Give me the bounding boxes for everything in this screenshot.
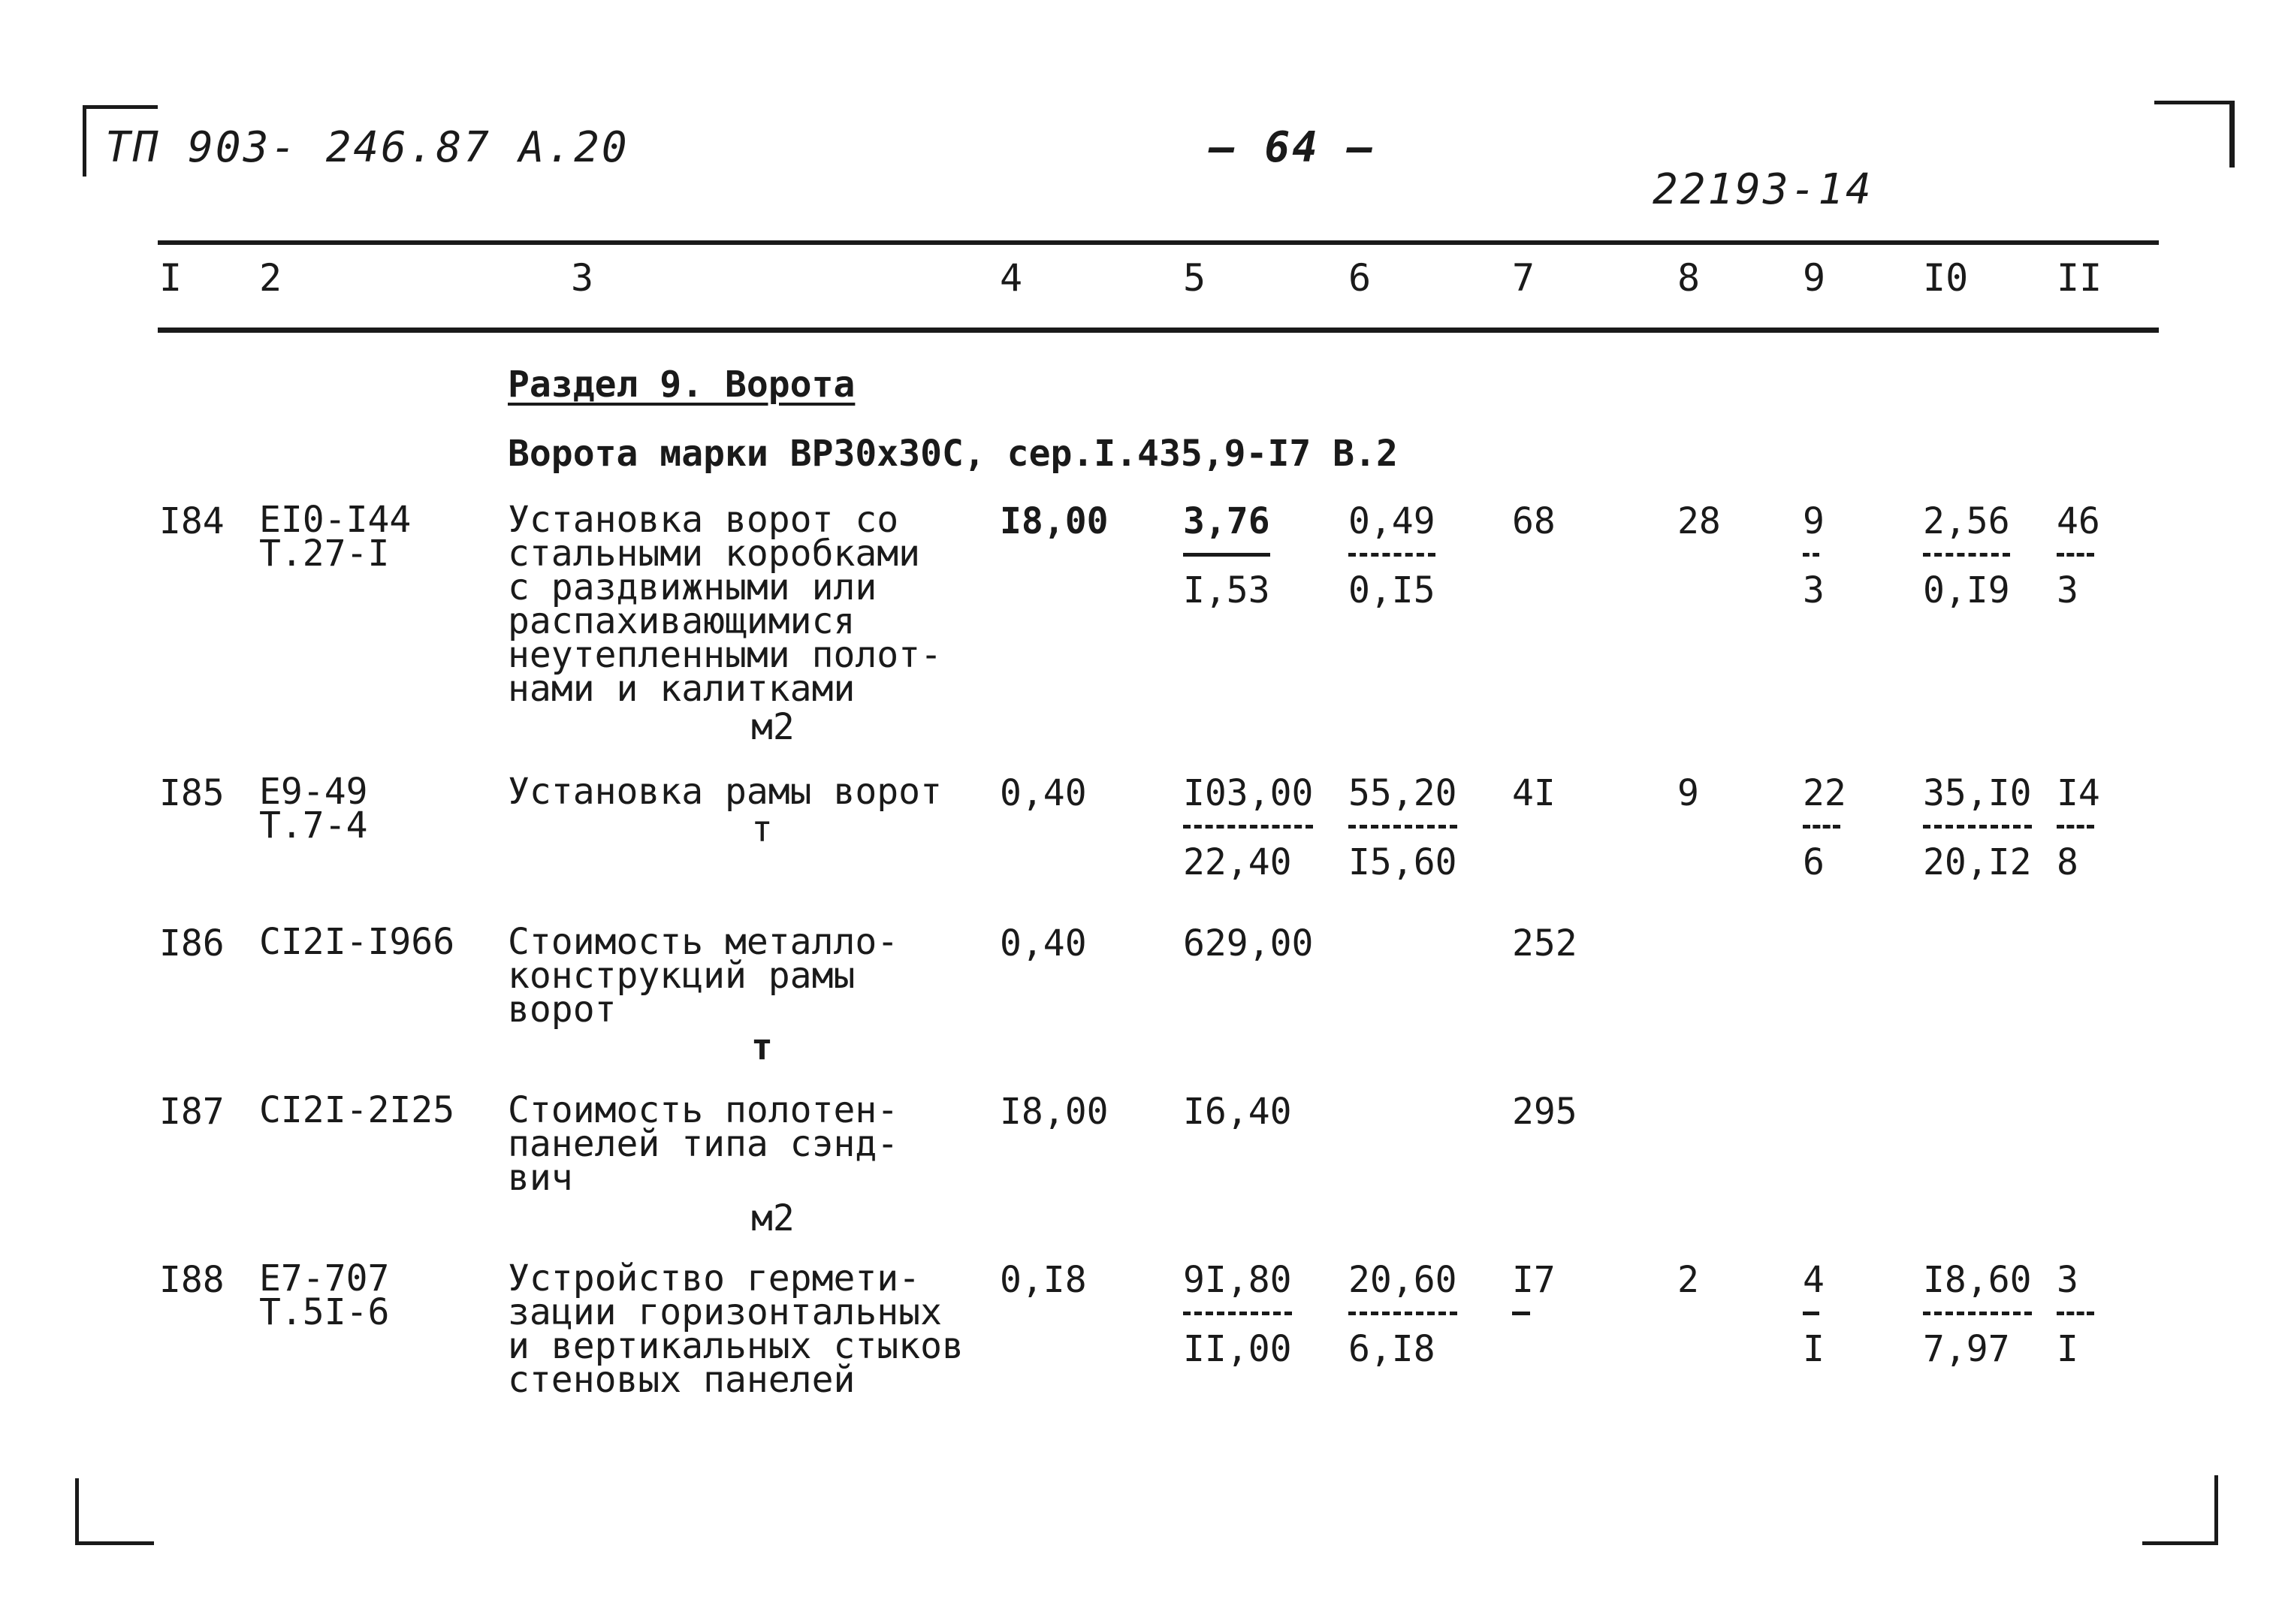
- col10-top: 35,I0: [1923, 772, 2032, 814]
- col9-bottom: 6: [1803, 841, 1825, 883]
- fraction-bar: [1183, 553, 1270, 560]
- col11-top: 3: [2057, 1259, 2078, 1301]
- column-header-7: 7: [1512, 256, 1535, 300]
- work-description: Стоимость металло- конструкций рамы ворот: [508, 921, 899, 1031]
- fraction-bar: [1803, 825, 1840, 832]
- row-number: I85: [159, 772, 225, 814]
- col9-fraction: [1803, 500, 1825, 611]
- work-description: Устройство гермети- зации горизонтальных и вертикальных стыков стеновых панелей: [508, 1257, 964, 1401]
- col9-fraction: [1803, 772, 1846, 883]
- work-description: Стоимость полотен- панелей типа сэнд- вич: [508, 1089, 899, 1199]
- column-header-11: II: [2057, 256, 2102, 300]
- col5-bottom: 22,40: [1183, 841, 1292, 883]
- unit-of-measure: м2: [751, 1197, 795, 1239]
- col5-value: 629,00: [1183, 922, 1314, 964]
- fraction-bar: [2057, 825, 2094, 832]
- sheet-code: 22193-14: [1653, 165, 1873, 214]
- col9-fraction: [1803, 1259, 1825, 1370]
- col11-bottom: 3: [2057, 569, 2078, 611]
- col9-bottom: 3: [1803, 569, 1825, 611]
- column-header-6: 6: [1348, 256, 1372, 300]
- quantity: 0,I8: [1000, 1259, 1087, 1301]
- col11-top: 46: [2057, 500, 2100, 542]
- col10-fraction: [1923, 1259, 2032, 1370]
- row-number: I87: [159, 1091, 225, 1133]
- col7-value: 252: [1512, 922, 1577, 964]
- fraction-bar: [1512, 1312, 1530, 1319]
- col5-top: I03,00: [1183, 772, 1314, 814]
- col6-fraction: [1348, 772, 1457, 883]
- column-header-9: 9: [1803, 256, 1826, 300]
- col6-bottom: 0,I5: [1348, 569, 1435, 611]
- col11-fraction: [2057, 772, 2100, 883]
- unit-of-measure: т: [751, 808, 773, 850]
- work-description: Установка ворот со стальными коробками с раздвижными или распахивающимися неутепленными полот- нами и калитками: [508, 499, 942, 710]
- col6-fraction: [1348, 1259, 1457, 1370]
- norm-code: E9-49 T.7-4: [259, 771, 368, 847]
- fraction-bar: [1183, 1312, 1292, 1319]
- column-header-5: 5: [1183, 256, 1206, 300]
- col10-top: 2,56: [1923, 500, 2010, 542]
- col5-bottom: II,00: [1183, 1328, 1292, 1370]
- fraction-bar: [1923, 1312, 2032, 1319]
- col7-value: 4I: [1512, 772, 1556, 814]
- col6-bottom: I5,60: [1348, 841, 1457, 883]
- col10-top: I8,60: [1923, 1259, 2032, 1301]
- fraction-bar: [1923, 825, 2032, 832]
- col7-value: 68: [1512, 500, 1556, 542]
- col10-bottom: 7,97: [1923, 1328, 2010, 1370]
- work-description: Установка рамы ворот: [508, 771, 942, 813]
- unit-of-measure: т: [751, 1026, 773, 1068]
- fraction-bar: [1348, 1312, 1457, 1319]
- fraction-bar: [2057, 1312, 2094, 1319]
- fraction-bar: [1183, 825, 1313, 832]
- unit-of-measure: м2: [751, 706, 795, 748]
- col5-fraction: [1183, 500, 1270, 611]
- col10-fraction: [1923, 500, 2010, 611]
- col5-top: 9I,80: [1183, 1259, 1292, 1301]
- col8-value: 28: [1677, 500, 1721, 542]
- col9-top: 4: [1803, 1259, 1825, 1301]
- corner-mark-bottom-right: [2142, 1475, 2218, 1545]
- fraction-bar: [1348, 553, 1435, 560]
- col6-top: 55,20: [1348, 772, 1457, 814]
- row-number: I88: [159, 1259, 225, 1301]
- norm-code: CI2I-2I25: [259, 1089, 455, 1131]
- col11-fraction: [2057, 1259, 2094, 1370]
- document-code: ТП 903- 246.87 А.20: [105, 123, 629, 172]
- col7-top: I7: [1512, 1259, 1556, 1301]
- quantity: 0,40: [1000, 772, 1087, 814]
- fraction-bar: [1923, 553, 2010, 560]
- page-number: — 64 —: [1209, 123, 1375, 172]
- corner-mark-top-right: [2154, 101, 2235, 168]
- corner-mark-bottom-left: [75, 1478, 154, 1545]
- column-header-4: 4: [1000, 256, 1023, 300]
- fraction-bar: [1803, 1312, 1819, 1319]
- column-header-10: I0: [1923, 256, 1969, 300]
- col6-bottom: 6,I8: [1348, 1328, 1435, 1370]
- row-number: I86: [159, 922, 225, 964]
- col10-bottom: 0,I9: [1923, 569, 2010, 611]
- col6-fraction: [1348, 500, 1435, 611]
- quantity: 0,40: [1000, 922, 1087, 964]
- col7-value: 295: [1512, 1091, 1577, 1133]
- section-subtitle: Ворота марки ВР30х30С, сер.I.435,9-I7 В.2: [508, 433, 1398, 475]
- norm-code: E7-707 T.5I-6: [259, 1257, 390, 1333]
- fraction-bar: [1803, 553, 1819, 560]
- col8-value: 9: [1677, 772, 1699, 814]
- norm-code: CI2I-I966: [259, 921, 455, 963]
- col10-bottom: 20,I2: [1923, 841, 2032, 883]
- column-header-2: 2: [259, 256, 282, 300]
- col7-fraction: [1512, 1259, 1556, 1331]
- col8-value: 2: [1677, 1259, 1699, 1301]
- col9-top: 9: [1803, 500, 1825, 542]
- fraction-bar: [2057, 553, 2094, 560]
- table-top-rule: [158, 240, 2159, 245]
- column-header-3: 3: [571, 256, 594, 300]
- quantity: I8,00: [1000, 500, 1109, 542]
- col9-bottom: I: [1803, 1328, 1825, 1370]
- col11-fraction: [2057, 500, 2100, 611]
- section-title: Раздел 9. Ворота: [508, 364, 856, 406]
- col11-top: I4: [2057, 772, 2100, 814]
- row-number: I84: [159, 500, 225, 542]
- col5-value: I6,40: [1183, 1091, 1292, 1133]
- col6-top: 0,49: [1348, 500, 1435, 542]
- column-header-8: 8: [1677, 256, 1701, 300]
- col11-bottom: 8: [2057, 841, 2078, 883]
- fraction-bar: [1348, 825, 1457, 832]
- col5-fraction: [1183, 772, 1314, 883]
- quantity: I8,00: [1000, 1091, 1109, 1133]
- col5-bottom: I,53: [1183, 569, 1270, 611]
- col6-top: 20,60: [1348, 1259, 1457, 1301]
- header-bottom-rule: [158, 328, 2159, 333]
- col9-top: 22: [1803, 772, 1846, 814]
- col5-top: 3,76: [1183, 500, 1270, 542]
- col11-bottom: I: [2057, 1328, 2078, 1370]
- column-header-1: I: [159, 256, 183, 300]
- col5-fraction: [1183, 1259, 1292, 1370]
- col10-fraction: [1923, 772, 2032, 883]
- norm-code: EI0-I44 T.27-I: [259, 499, 412, 575]
